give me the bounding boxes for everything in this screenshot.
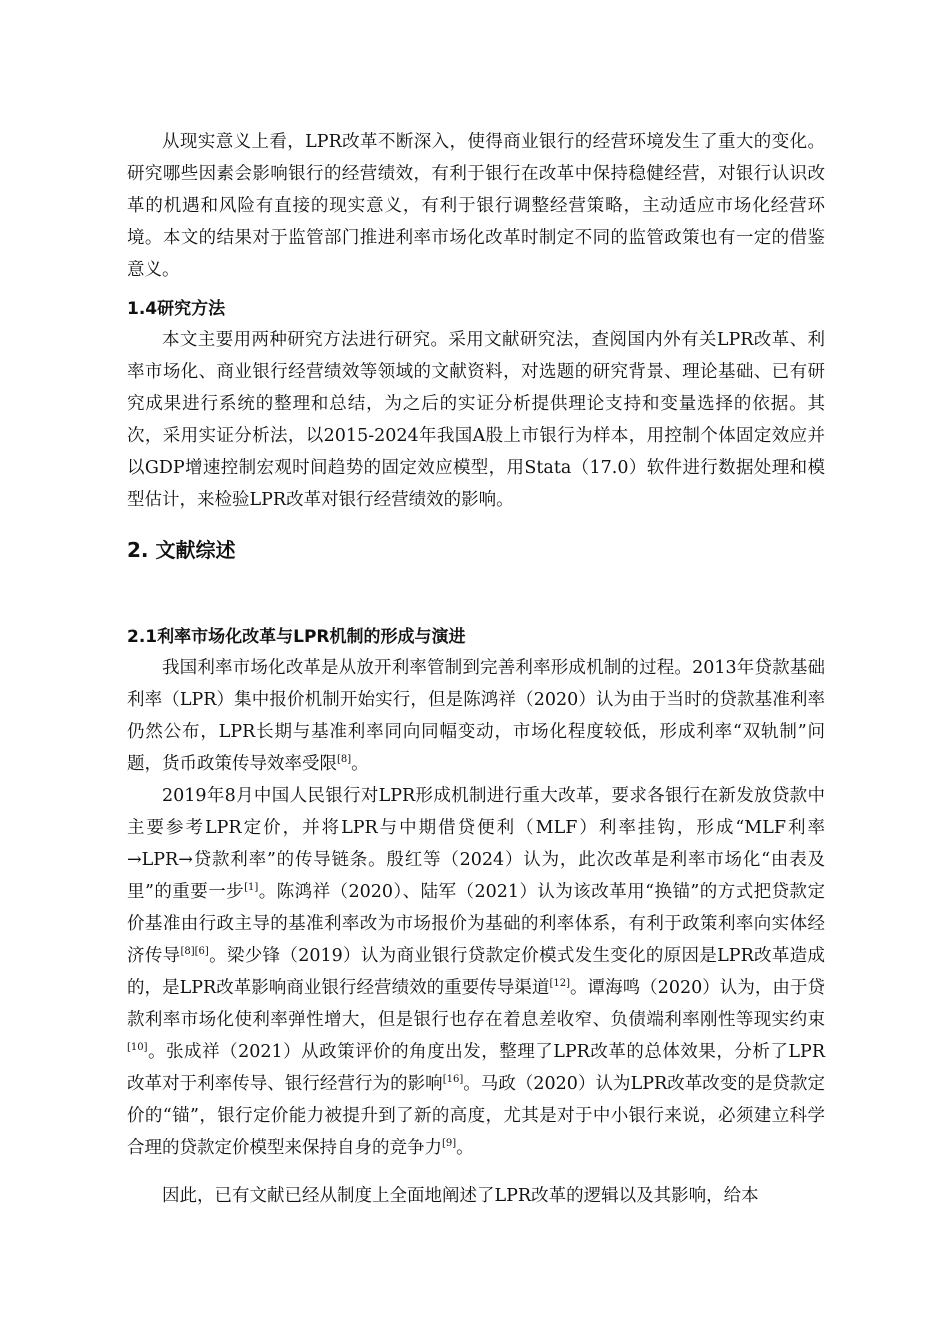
paragraph-text: 。 — [351, 754, 369, 774]
citation-marker: [8] — [337, 754, 352, 765]
citation-marker: [9] — [442, 1138, 457, 1149]
heading-2-1-interest-rate-reform: 2.1利率市场化改革与LPR机制的形成与演进 — [127, 627, 466, 647]
paragraph-text: 。梁少锋（2019）认为商业银行贷款定价模式发生变化的原因是LPR改革造成的，是LPR改革影响商业银行经营绩效的重要传导渠道 — [127, 946, 826, 998]
paragraph-rate-marketization — [127, 652, 825, 780]
heading-2-literature-review: 2. 文献综述 — [127, 538, 236, 562]
citation-marker: [10] — [127, 1042, 148, 1053]
paragraph-text: 。张成祥（2021）从政策评价的角度出发，整理了LPR改革的总体效果，分析了LPR改革对于利率传导、银行经营行为的影响 — [127, 1042, 825, 1094]
citation-marker: [12] — [549, 978, 570, 989]
paragraph-text: 我国利率市场化改革是从放开利率管制到完善利率形成机制的过程。2013年贷款基础利率（LPR）集中报价机制开始实行，但是陈鸿祥（2020）认为由于当时的贷款基准利率仍然公布，LPR长期与基准利率同向同幅变动，市场化程度较低，形成利率“双轨制”问题，货币政策传导效率受限 — [127, 658, 825, 774]
paragraph-significance: 从现实意义上看，LPR改革不断深入，使得商业银行的经营环境发生了重大的变化。研究哪些因素会影响银行的经营绩效，有利于银行在改革中保持稳健经营，对银行认识改革的机遇和风险有直接的现实意义，有利于银行调整经营策略，主动适应市场化经营环境。本文的结果对于监管部门推进利率市场化改革时制定不同的监管政策也有一定的借鉴意义。 — [127, 132, 825, 280]
paragraph-text: 2019年8月中国人民银行对LPR形成机制进行重大改革，要求各银行在新发放贷款中主要参考LPR定价，并将LPR与中期借贷便利（MLF）利率挂钩，形成“MLF利率→LPR→贷款利率”的传导链条。殷红等（2024）认为，此次改革是利率市场化“由表及里”的重要一步 — [127, 786, 825, 902]
paragraph-text: 。陈鸿祥（2020）、陆军（2021）认为该改革用“换锚”的方式把贷款定价基准由行政主导的基准利率改为市场报价为基础的利率体系，有利于政策利率向实体经济传导 — [127, 882, 825, 966]
heading-1-4-research-methods: 1.4研究方法 — [127, 299, 226, 319]
citation-marker: [16] — [442, 1074, 464, 1085]
paragraph-text: 。 — [456, 1138, 474, 1158]
paragraph-research-methods: 本文主要用两种研究方法进行研究。采用文献研究法，查阅国内外有关LPR改革、利率市场化、商业银行经营绩效等领域的文献资料，对选题的研究背景、理论基础、已有研究成果进行系统的整理和总结，为之后的实证分析提供理论支持和变量选择的依据。其次，采用实证分析法，以2015-2024年我国A股上市银行为样本，用控制个体固定效应并以GDP增速控制宏观时间趋势的固定效应模型，用Stata（17.0）软件进行数据处理和模型估计，来检验LPR改革对银行经营绩效的影响。 — [127, 330, 825, 510]
paragraph-summary: 因此，已有文献已经从制度上全面地阐述了LPR改革的逻辑以及其影响，给本 — [162, 1186, 759, 1206]
paragraph-text: 。谭海鸣（2020）认为，由于贷款利率市场化使利率弹性增大，但是银行也存在着息差收窄、负债端利率刚性等现实约束 — [127, 978, 825, 1030]
citation-marker: [1] — [244, 882, 259, 893]
paragraph-lpr-reform-2019 — [127, 780, 825, 1164]
paragraph-text: 。马政（2020）认为LPR改革改变的是贷款定价的“锚”，银行定价能力被提升到了新的高度，尤其是对于中小银行来说，必须建立科学合理的贷款定价模型来保持自身的竞争力 — [127, 1074, 826, 1158]
citation-marker: [8][6] — [180, 946, 209, 957]
